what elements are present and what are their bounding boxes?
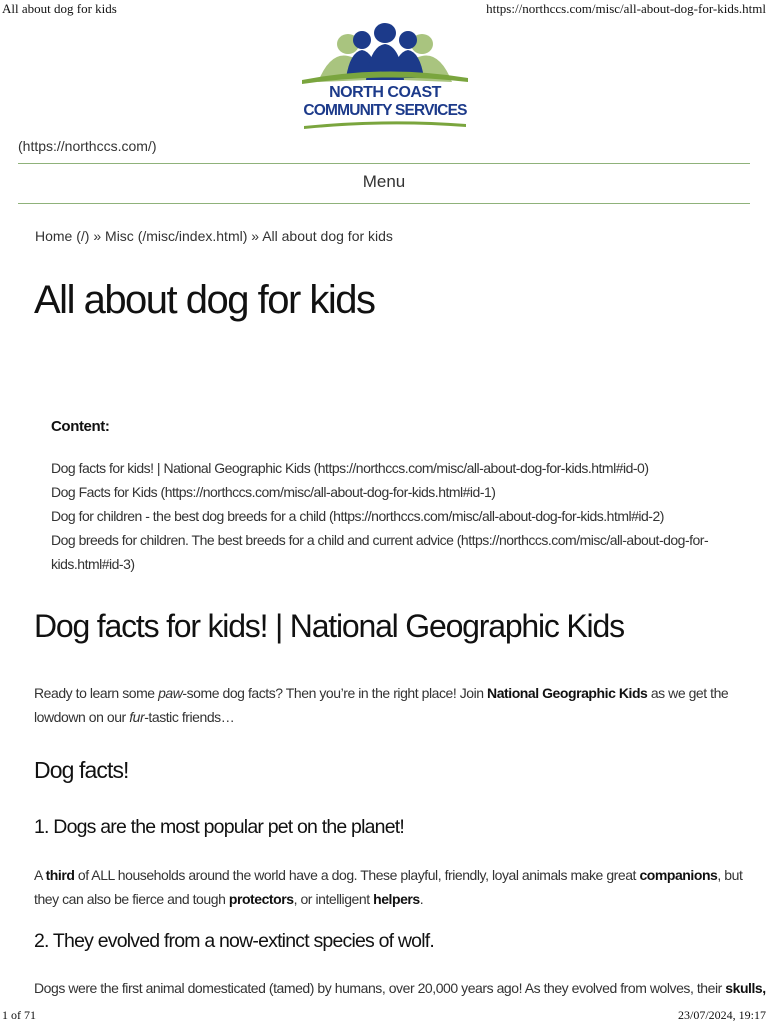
- text: , or intelligent: [293, 891, 374, 907]
- menu-button[interactable]: Menu: [362, 172, 406, 191]
- keyword-link[interactable]: skulls,: [725, 980, 766, 996]
- toc-item[interactable]: Dog facts for kids! | National Geographic Kids (https://northccs.com/misc/all-about-dog-for-kids.html#id-0): [51, 460, 649, 476]
- breadcrumb-misc-link[interactable]: Misc (/misc/index.html): [105, 228, 248, 244]
- breadcrumb: [35, 228, 393, 244]
- print-datetime: 23/07/2024, 19:17: [677, 1008, 766, 1022]
- print-header: [0, 0, 768, 18]
- logo-line-2: COMMUNITY SERVICES: [303, 102, 467, 119]
- text: , but they can also be fierce and tough: [34, 867, 743, 907]
- keyword-link[interactable]: third: [45, 867, 75, 883]
- intro-paragraph: [34, 681, 746, 729]
- text: as we get the lowdown on our: [34, 685, 729, 725]
- print-header-url: https://northccs.com/misc/all-about-dog-for-kids.html: [486, 1, 766, 16]
- print-footer: [0, 1006, 768, 1024]
- table-of-contents: [51, 456, 711, 576]
- keyword-link[interactable]: companions: [639, 867, 718, 883]
- toc-label: Content:: [51, 418, 110, 435]
- text: -tastic friends…: [144, 709, 235, 725]
- natgeo-kids-link[interactable]: National Geographic Kids: [487, 685, 648, 701]
- toc-item[interactable]: kids.html#id-3): [51, 556, 135, 572]
- text: .: [419, 891, 424, 907]
- home-link[interactable]: (https://northccs.com/): [18, 138, 157, 154]
- text-italic: fur: [129, 709, 145, 725]
- breadcrumb-home-link[interactable]: Home (/): [35, 228, 90, 244]
- site-logo[interactable]: [300, 22, 470, 132]
- divider-top: [18, 163, 750, 164]
- text: A: [34, 867, 46, 883]
- page-title: All about dog for kids: [34, 278, 375, 322]
- text: of ALL households around the world have a dog. These playful, friendly, loyal animals make great: [74, 867, 640, 883]
- keyword-link[interactable]: helpers: [373, 891, 420, 907]
- logo-line-1: NORTH COAST: [329, 84, 441, 101]
- section-heading: Dog facts for kids! | National Geographic Kids: [34, 608, 624, 644]
- subheading-dog-facts: Dog facts!: [34, 757, 129, 783]
- breadcrumb-current: All about dog for kids: [262, 228, 393, 244]
- breadcrumb-separator: »: [89, 228, 106, 244]
- fact-2-paragraph: [34, 976, 766, 1002]
- breadcrumb-separator: »: [247, 228, 263, 244]
- fact-2-heading: 2. They evolved from a now-extinct species of wolf.: [34, 930, 434, 952]
- keyword-link[interactable]: protectors: [228, 891, 294, 907]
- divider-bottom: [18, 203, 750, 204]
- fact-1-paragraph: [34, 863, 746, 911]
- print-header-title: All about dog for kids: [2, 1, 117, 16]
- text-italic: paw: [158, 685, 183, 701]
- text: Dogs were the first animal domesticated (tamed) by humans, over 20,000 years ago! As they evolved from wolves, their: [34, 980, 726, 996]
- toc-item[interactable]: Dog breeds for children. The best breeds for a child and current advice (https://northccs.com/misc/all-about-dog-for-: [51, 532, 709, 548]
- text: -some dog facts? Then you’re in the right place! Join: [182, 685, 488, 701]
- fact-1-heading: 1. Dogs are the most popular pet on the planet!: [34, 816, 404, 838]
- text: Ready to learn some: [34, 685, 159, 701]
- toc-item[interactable]: Dog for children - the best dog breeds for a child (https://northccs.com/misc/all-about-dog-for-kids.html#id-2): [51, 508, 664, 524]
- toc-item[interactable]: Dog Facts for Kids (https://northccs.com/misc/all-about-dog-for-kids.html#id-1): [51, 484, 496, 500]
- page-number: 1 of 71: [2, 1008, 36, 1022]
